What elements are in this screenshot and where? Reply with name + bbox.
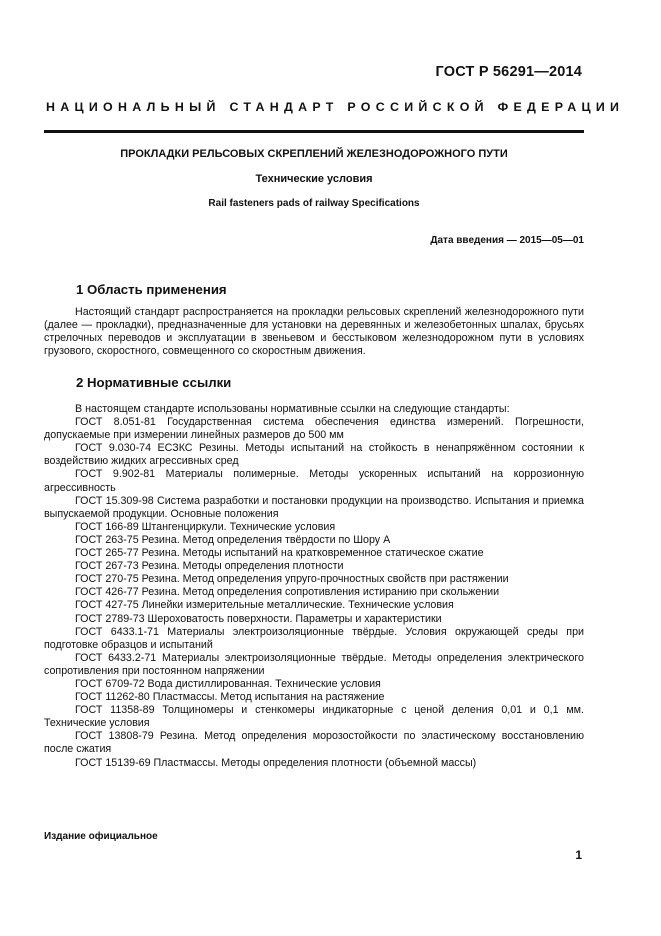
reference-item: ГОСТ 6709-72 Вода дистиллированная. Технические условия [75, 677, 381, 690]
reference-item: ГОСТ 8.051-81 Государственная система обеспечения единства измерений. Погрешности, допускаемые при измерении линейных размеров до 500 мм [44, 416, 584, 442]
edition-note: Издание официальное [44, 831, 158, 842]
reference-item: ГОСТ 9.902-81 Материалы полимерные. Методы ускоренных испытаний на коррозионную агрессивность [44, 468, 584, 494]
reference-item: ГОСТ 11262-80 Пластмассы. Метод испытания на растяжение [75, 691, 385, 704]
section-1-text: Настоящий стандарт распространяется на прокладки рельсовых скреплений железнодорожного пути (далее — прокладки), предназначенные для установки на деревянных и железобетонных шпалах, брусьях стрелочных переводов и эксплуатации в звеньевом и бесстыковом железнодорожном пути в условиях грузового, скоростного, совмещенного со скоростным движения. [44, 306, 584, 358]
reference-item: ГОСТ 166-89 Штангенциркули. Технические условия [75, 520, 336, 533]
section-1-heading: 1 Область применения [76, 282, 227, 297]
reference-item: ГОСТ 6433.2-71 Материалы электроизоляционные твёрдые. Методы определения электрического сопротивления при постоянном напряжении [44, 651, 584, 677]
reference-item: ГОСТ 426-77 Резина. Метод определения сопротивления истиранию при скольжении [75, 586, 500, 599]
reference-item: ГОСТ 270-75 Резина. Метод определения упруго-прочностных свойств при растяжении [75, 573, 509, 586]
references-list [44, 403, 584, 770]
references-intro: В настоящем стандарте использованы нормативные ссылки на следующие стандарты: [75, 403, 510, 415]
reference-item: ГОСТ 15.309-98 Система разработки и постановки продукции на производство. Испытания и приемка выпускаемой продукции. Основные положения [44, 494, 584, 520]
reference-item: ГОСТ 263-75 Резина. Метод определения твёрдости по Шору А [75, 533, 391, 546]
section-2-heading: 2 Нормативные ссылки [76, 375, 232, 390]
introduction-date: Дата введения — 2015—05—01 [430, 235, 584, 246]
reference-item: ГОСТ 11358-89 Толщиномеры и стенкомеры индикаторные с ценой деления 0,01 и 0,1 мм. Технические условия [44, 704, 584, 730]
reference-item: ГОСТ 15139-69 Пластмассы. Методы определения плотности (объемной массы) [75, 756, 477, 769]
document-subtitle: Технические условия [255, 173, 373, 185]
reference-item: ГОСТ 427-75 Линейки измерительные металлические. Технические условия [75, 599, 454, 612]
page-number: 1 [575, 848, 582, 862]
document-code: ГОСТ Р 56291—2014 [435, 64, 582, 80]
english-title: Rail fasteners pads of railway Specifications [208, 198, 420, 209]
reference-item: ГОСТ 9.030-74 ЕСЗКС Резины. Методы испытаний на стойкость в ненапряжённом состоянии к воздействию жидких агрессивных сред [44, 442, 584, 468]
national-standard-banner: НАЦИОНАЛЬНЫЙ СТАНДАРТ РОССИЙСКОЙ ФЕДЕРАЦИИ [46, 100, 625, 114]
reference-item: ГОСТ 6433.1-71 Материалы электроизоляционные твёрдые. Условия окружающей среды при подготовке образцов и испытаний [44, 625, 584, 651]
reference-item: ГОСТ 2789-73 Шероховатость поверхности. Параметры и характеристики [75, 612, 442, 625]
header-divider [44, 130, 584, 133]
reference-item: ГОСТ 267-73 Резина. Методы определения плотности [75, 560, 344, 573]
reference-item: ГОСТ 265-77 Резина. Методы испытаний на кратковременное статическое сжатие [75, 547, 484, 560]
reference-item: ГОСТ 13808-79 Резина. Метод определения морозостойкости по эластическому восстановлению после сжатия [44, 730, 584, 756]
document-title: ПРОКЛАДКИ РЕЛЬСОВЫХ СКРЕПЛЕНИЙ ЖЕЛЕЗНОДОРОЖНОГО ПУТИ [120, 148, 508, 160]
